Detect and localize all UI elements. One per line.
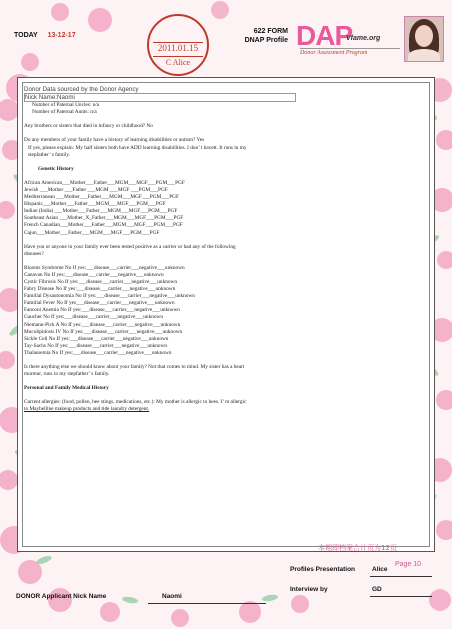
disease-list [24, 265, 424, 357]
disease-row: Blooms Syndrome No If yes:___disease___carrier___negative___unknown [24, 264, 185, 271]
applicant-underline [148, 603, 266, 604]
today-label: TODAY [14, 32, 38, 39]
disease-row: Familial Dysautonomia No If yes:___disease___carrier___negative___unknown [24, 293, 195, 300]
document-content [24, 86, 424, 413]
ethnic-row: French Canadian___Mother___Father___MGM___MGF___PGM___PGF [24, 222, 183, 229]
applicant-label: DONOR Applicant Nick Name [16, 593, 107, 600]
ethnic-row: Southeast Asian ___Mother_X_Father___MGM___MGF___PGM___PGF [24, 215, 184, 222]
ethnic-row: African American___Mother___Father___MGM___MGF___PGM___PGF [24, 179, 185, 186]
profiles-label: Profiles Presentation [290, 566, 356, 573]
tested-question-2: diseases? [24, 250, 44, 257]
disease-row: Familial Fever No If yes___disease___carrier___negative___unknown [24, 300, 175, 307]
avatar [404, 16, 444, 62]
date-stamp [147, 14, 209, 76]
tested-question-1: Have you or anyone in your family ever been tested positive as a carrier or had any of the following [24, 243, 236, 250]
disease-row: Fabry Disease No If yes:___disease___carrier___negative___unknown [24, 286, 176, 293]
disease-row: Fanconi Anemia No If yes:___disease___carrier___negative___unknown [24, 307, 180, 314]
interview-value: GD [372, 586, 382, 593]
learning-answer-1: If yes, please explain: My half sisters both have ADD learning disabilities. I don’ t havett. It runs in my [28, 144, 247, 151]
form-title [238, 27, 288, 45]
ethnic-row: Jewish ___Mother ___Father ___MGM ___MGF ___PGM___PGF [24, 186, 168, 193]
disease-row: Mucolipidosis IV No If yes:___disease___carrier___negative___unknown [24, 328, 183, 335]
stamp-signature: C Alice [165, 58, 191, 67]
personal-heading: Personal and Family Medical History [24, 385, 109, 392]
disease-row: Cystic Fibrosis No If yes:___disease___carrier___negative___unknown [24, 278, 177, 285]
ethnic-row: Indian (India) ___Mother___Father___MGM___MGF___PGM___PGF [24, 208, 178, 215]
allergies-line-2: to Maybelline makeup products and tide laundry detergent. [24, 406, 150, 413]
disease-row: Tay-Sachs No If yes:___disease___carrier___negative___unknown [24, 342, 168, 349]
learning-answer-2: stepfather’ s family. [28, 151, 70, 158]
nickname-field: Nick Name:Naomi [24, 93, 296, 102]
disease-row: Thalassemia No If yes:___disease___carrier___negative___unknown [24, 349, 172, 356]
else-question-2: murmur, runs in my stepfather’ s family. [24, 371, 110, 378]
disease-row: Canavan No If yes:___disease___carrier___negative___unknown [24, 271, 164, 278]
dap-logo: DAP [296, 20, 353, 51]
today-date: 13-12-17 [47, 32, 76, 39]
genetic-heading: Genetic History [38, 165, 74, 172]
interview-underline [370, 596, 432, 597]
page-count-note: 本期即档案合计页为12页 [318, 544, 397, 552]
page-number: Page 10 [395, 561, 422, 568]
source-note: Donor Data sourced by the Donor Agency [24, 86, 139, 93]
profiles-underline [370, 576, 432, 577]
ethnic-list [24, 180, 424, 237]
stamp-divider [153, 56, 203, 57]
allergies-line-1: Current allergies: (food, pollen, bee stings, medications, etc.): My mother is allergic to bees. I’ m allergic [24, 399, 247, 406]
brothers-question: Any brothers or sisters that died in infancy or childhood? No [24, 123, 153, 130]
ethnic-row: Hispanic___Mother___Father___MGM___MGF___PGM___PGF [24, 201, 166, 208]
profiles-value: Alice [372, 566, 388, 573]
aunts-line: Number of Paternal Aunts: n/a [32, 109, 97, 116]
ethnic-row: Cajun___Mother___Father___MGM___MGF___PGM___PGF [24, 229, 160, 236]
form-number: 622 FORM [253, 28, 288, 35]
avatar-body [408, 49, 440, 62]
avatar-face [415, 25, 433, 47]
applicant-value: Naomi [162, 593, 182, 600]
page-header [0, 0, 452, 80]
disease-row: Niemann-Pick A No If yes:___disease___carrier___negative___unknown [24, 321, 181, 328]
form-name: DNAP Profile [244, 37, 288, 44]
disease-row: Gaucher No If yes:___disease___carrier___negative___unknown [24, 314, 163, 321]
dap-logo-subtitle: Donor Assessment Program [300, 48, 400, 56]
learning-question: Do any members of your family have a history of learning disabilities or autism? Yes [24, 137, 205, 144]
else-question-1: Is there anything else we should know about your family? Not that comes to mind. My sister has a heart [24, 364, 245, 370]
ethnic-row: Mediterranean ___Mother___Father___MGM___MGF___PGM___PGF [24, 194, 179, 201]
uncles-line: Number of Paternal Uncles: n/a [32, 102, 100, 109]
disease-row: Sickle Cell No If yes:___disease___carrier___negative___unknown [24, 335, 169, 342]
today-field [14, 32, 76, 39]
interview-label: Interview by [290, 586, 328, 593]
dap-logo-site: Vfame.org [346, 35, 381, 42]
stamp-date: 2011.01.15 [157, 43, 199, 53]
